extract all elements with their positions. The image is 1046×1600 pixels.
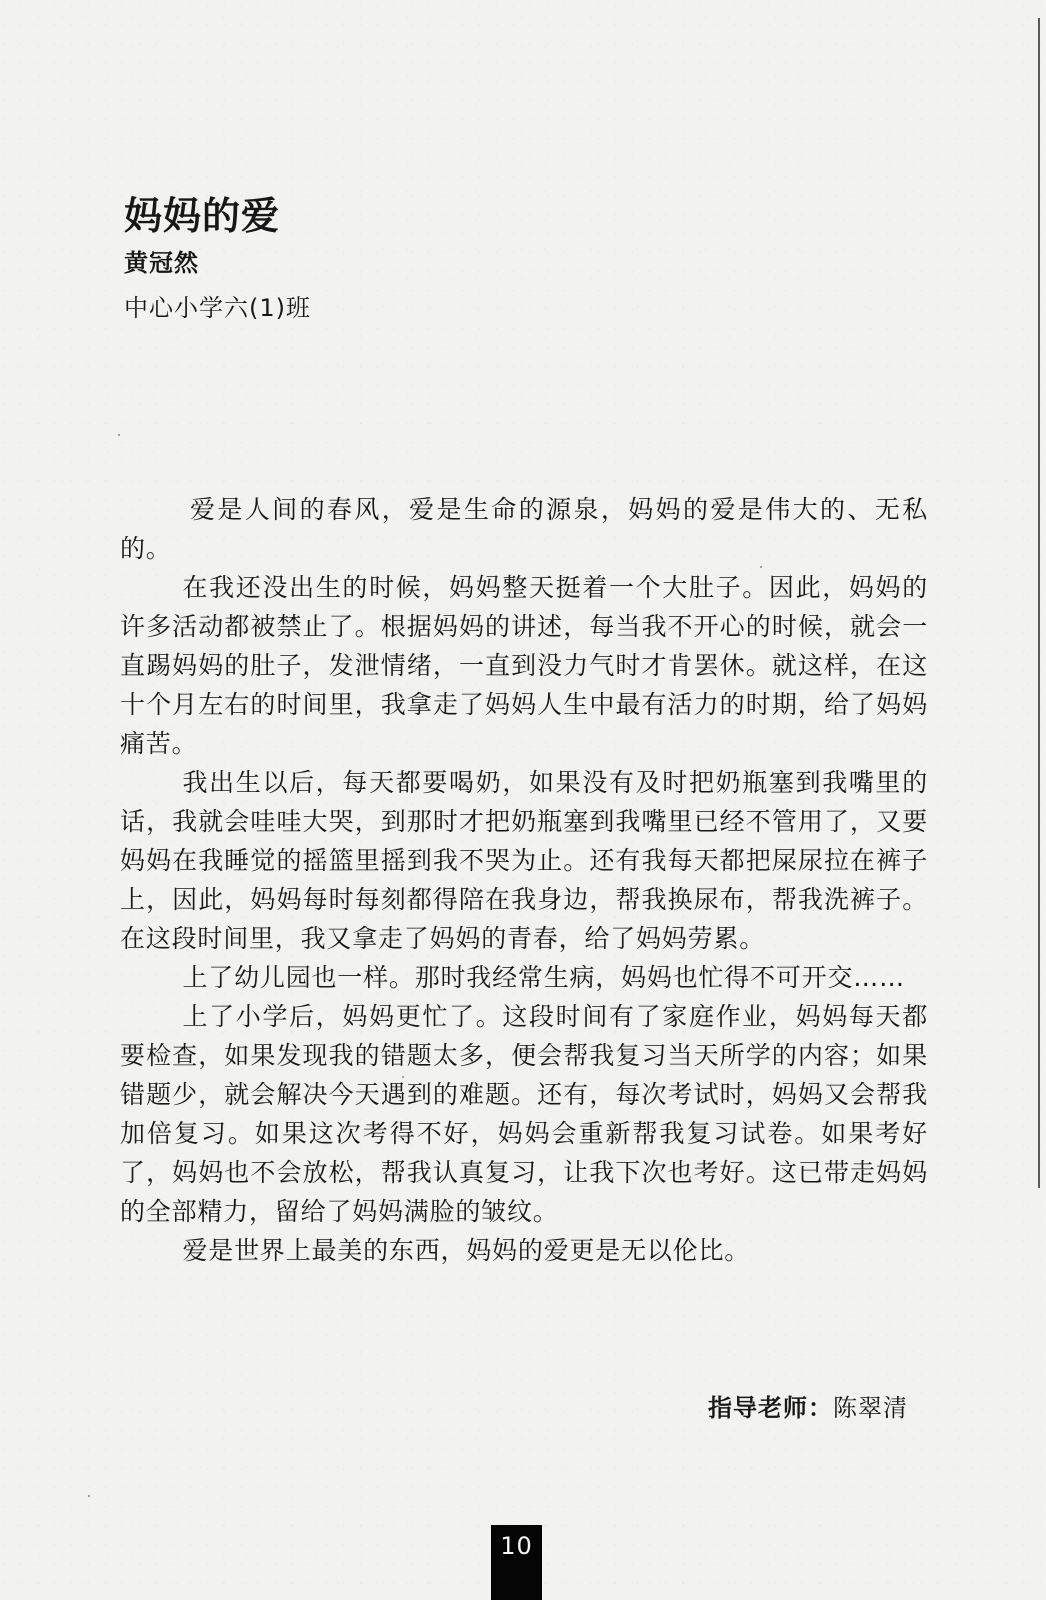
print-speck bbox=[88, 1495, 90, 1497]
teacher-label: 指导老师： bbox=[708, 1394, 833, 1422]
paragraph-1: 爱是人间的春风，爱是生命的源泉，妈妈的爱是伟大的、无私的。 bbox=[120, 495, 928, 563]
page-number-box: 10 bbox=[491, 1525, 542, 1600]
essay-body bbox=[120, 490, 928, 1270]
paragraph-5: 上了小学后，妈妈更忙了。这段时间有了家庭作业，妈妈每天都要检查，如果发现我的错题太多，便会帮我复习当天所学的内容；如果错题少，就会解决今天遇到的难题。还有，每次考试时，妈妈又会帮我加倍复习。如果这次考得不好，妈妈会重新帮我复习试卷。如果考好了，妈妈也不会放松，帮我认真复习，让我下次也考好。这已带走妈妈的全部精力，留给了妈妈满脸的皱纹。 bbox=[120, 1002, 928, 1226]
author-name: 黄冠然 bbox=[124, 249, 199, 277]
paragraph-6: 爱是世界上最美的东西，妈妈的爱更是无以伦比。 bbox=[182, 1236, 751, 1265]
paragraph-4: 上了幼儿园也一样。那时我经常生病，妈妈也忙得不可开交…… bbox=[182, 963, 905, 992]
essay-title: 妈妈的爱 bbox=[124, 194, 281, 238]
page-edge-line bbox=[1038, 18, 1040, 1188]
teacher-credit bbox=[708, 1392, 908, 1424]
paragraph-3: 我出生以后，每天都要喝奶，如果没有及时把奶瓶塞到我嘴里的话，我就会哇哇大哭，到那时才把奶瓶塞到我嘴里已经不管用了，又要妈妈在我睡觉的摇篮里摇到我不哭为止。还有我每天都把屎尿拉在裤子上，因此，妈妈每时每刻都得陪在我身边，帮我换尿布，帮我洗裤子。在这段时间里，我又拿走了妈妈的青春，给了妈妈劳累。 bbox=[120, 768, 928, 953]
print-speck bbox=[760, 566, 762, 568]
author-class: 中心小学六(1)班 bbox=[124, 294, 311, 322]
print-speck bbox=[402, 1076, 404, 1078]
print-speck bbox=[118, 434, 120, 436]
paragraph-2: 在我还没出生的时候，妈妈整天挺着一个大肚子。因此，妈妈的许多活动都被禁止了。根据妈妈的讲述，每当我不开心的时候，就会一直踢妈妈的肚子，发泄情绪，一直到没力气时才肯罢休。就这样，在这十个月左右的时间里，我拿走了妈妈人生中最有活力的时期，给了妈妈痛苦。 bbox=[120, 573, 928, 758]
teacher-name: 陈翠清 bbox=[833, 1394, 908, 1422]
